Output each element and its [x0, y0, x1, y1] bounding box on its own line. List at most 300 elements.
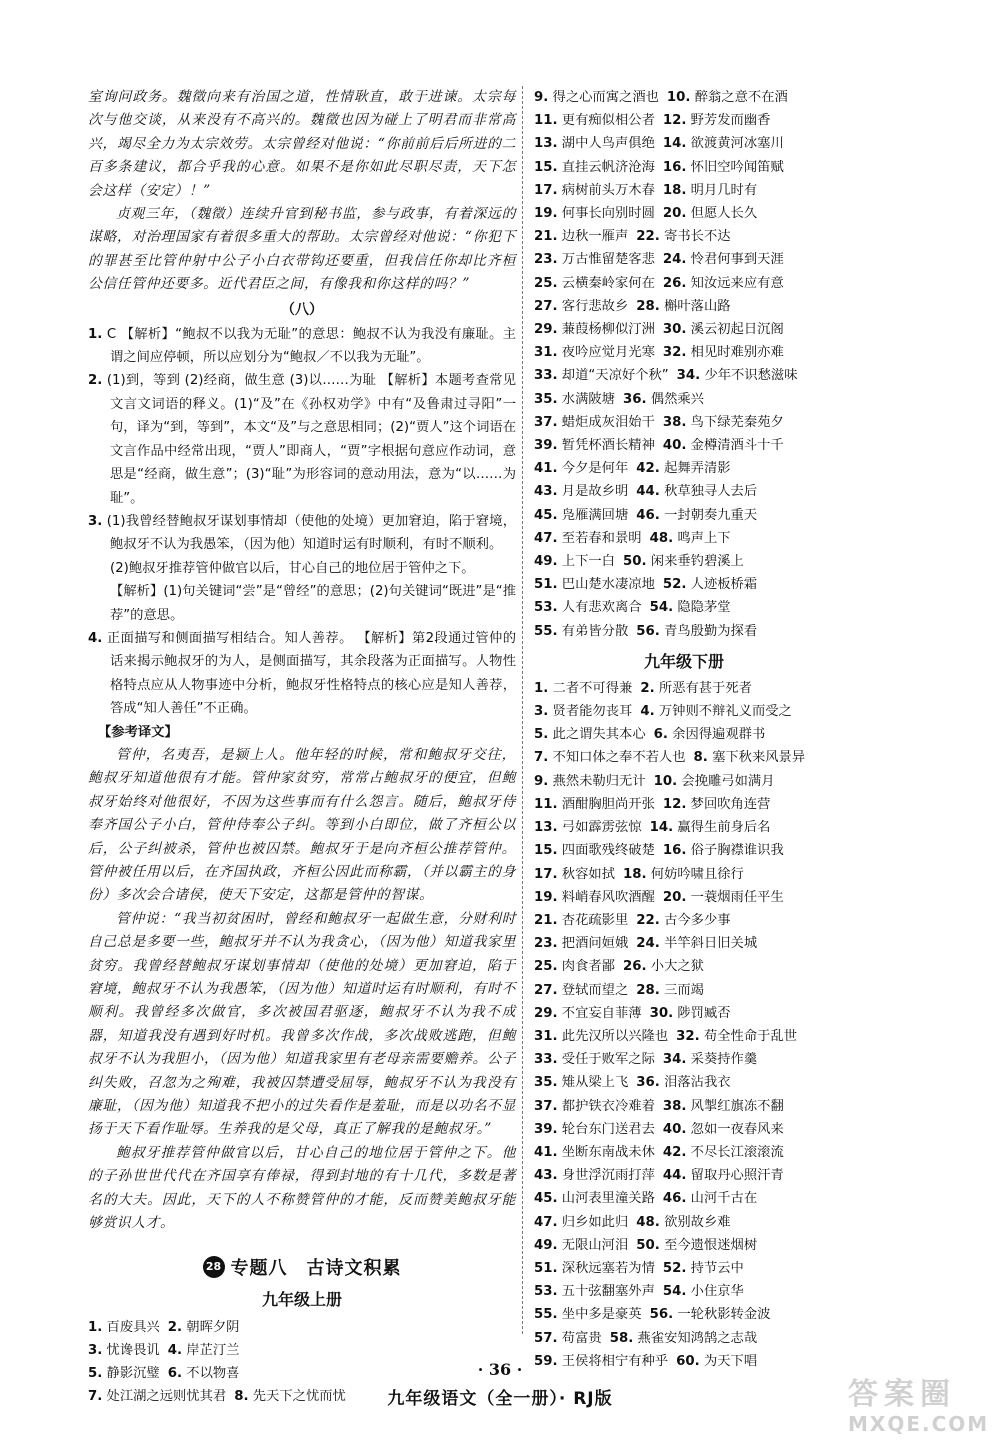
entry-text: 山河千古在: [690, 1191, 758, 1207]
entry-number: 55.: [534, 1307, 558, 1323]
answer-row: [534, 434, 834, 457]
entry-text: 野芳发而幽香: [690, 113, 771, 129]
answer-entry: [88, 1339, 160, 1362]
entry-number: 14.: [649, 820, 674, 836]
entry-text: 蒹葭杨柳似汀洲: [561, 322, 655, 338]
entry-text: 不尽长江滚滚流: [690, 1144, 784, 1160]
entry-text: 处江湖之远则忧其君: [106, 1389, 227, 1405]
entry-text: 万钟则不辩礼义而受之: [658, 704, 792, 720]
answer-text: (1)到，等到 (2)经商，做生意 (3)以……为耻 【解析】本题考查常见文言文词语的释义。(1)“及”在《孙权劝学》中有“及鲁肃过寻阳”一句，译为“到，等到”，本文“及”与之意思相同；(2)“贾人”这个词语在文言作品中经常出现，“贾人”即商人，“贾”字根据句意应作动词，意思是“经商，做生意”；(3)“耻”为形容词的意动用法，意为“以……为耻”。: [106, 373, 517, 506]
answer-row: [534, 1164, 834, 1187]
entry-number: 19.: [534, 206, 558, 222]
entry-text: 为天下唱: [703, 1353, 758, 1369]
entry-number: 8.: [234, 1389, 249, 1405]
entry-number: 51.: [534, 1260, 558, 1276]
right-column: [534, 86, 834, 1373]
answer-entry: [636, 225, 730, 248]
entry-number: 46.: [636, 507, 660, 523]
entry-text: 肉食者鄙: [561, 959, 615, 975]
answer-entry: [663, 179, 757, 202]
answer-entry: [663, 1257, 744, 1280]
answer-row: [534, 620, 834, 643]
entry-number: 35.: [534, 1075, 558, 1091]
translation-paragraph-2: 管仲说：“我当初贫困时，曾经和鲍叔牙一起做生意，分财利时自己总是多要一些，鲍叔牙并不认为我贪心，（因为他）知道我家里贫穷。我曾经替鲍叔牙谋划事情却（使他的处境）更加窘迫，陷于窘境，鲍叔牙不认为我愚笨，（因为他）知道时运有时顺利，有时不顺利。我曾经多次做官，多次被国君驱逐，鲍叔牙不认为我不成器，知道我没有遇到好时机。我曾多次作战，多次战败逃跑，但鲍叔牙不认为我胆小，（因为他）知道我家里有老母亲需要赡养。公子纠失败，召忽为之殉难，我被囚禁遭受屈辱，鲍叔牙不认为我没有廉耻，（因为他）知道我不把小的过失看作是羞耻，而是以功名不显扬于天下看作耻辱。生养我的是父母，真正了解我的是鲍叔牙。”: [88, 910, 516, 1138]
entry-number: 9.: [534, 90, 549, 105]
entry-number: 50.: [636, 1237, 660, 1253]
entry-number: 18.: [662, 182, 687, 198]
answer-entry: [534, 909, 628, 932]
answer-entry: [663, 1280, 744, 1303]
answer-row: [534, 1303, 834, 1326]
topic-title: 专题八 古诗文积累: [230, 1257, 402, 1279]
entry-number: 47.: [534, 530, 558, 546]
entry-text: 上下一白: [561, 554, 615, 570]
answer-entry: [650, 1303, 771, 1326]
entry-number: 1.: [534, 680, 549, 696]
entry-number: 42.: [636, 461, 660, 477]
entry-text: 不知口体之奉不若人也: [552, 750, 686, 766]
answer-row: [534, 1141, 834, 1164]
grade-upper-heading: 九年级上册: [261, 1289, 342, 1309]
watermark-logo: [848, 1378, 988, 1444]
entry-text: 欲别故乡难: [664, 1214, 731, 1230]
answer-row: [534, 504, 834, 527]
entry-text: 百废具兴: [106, 1319, 160, 1335]
entry-text: 人迹板桥霜: [690, 577, 758, 593]
entry-text: 此先汉所以兴隆也: [561, 1028, 669, 1044]
answer-entry: [663, 109, 771, 132]
answer-entry: [534, 746, 686, 769]
entry-text: 相见时难别亦难: [690, 345, 784, 361]
answer-row: [534, 480, 834, 503]
answer-entry: [623, 955, 704, 978]
entry-text: 忽如一夜春风来: [690, 1121, 784, 1137]
entry-text: 苟富贵: [561, 1330, 602, 1346]
entry-text: 怀旧空吟闻笛赋: [690, 159, 784, 175]
entry-number: 41.: [534, 461, 558, 477]
entry-number: 21.: [534, 912, 558, 928]
entry-number: 52.: [662, 1260, 687, 1276]
answer-entry: [534, 318, 655, 341]
entry-text: 一蓑烟雨任平生: [690, 889, 784, 905]
answer-entry: [534, 1141, 655, 1164]
translation-paragraph-1: 管仲，名夷吾，是颍上人。他年轻的时候，常和鲍叔牙交往，鲍叔牙知道他很有才能。管仲家贫穷，常常占鲍叔牙的便宜，但鲍叔牙始终对他很好，不因为这些事而有什么怨言。随后，鲍叔牙侍奉齐国公子小白，管仲侍奉公子纠。等到小白即位，做了齐桓公以后，公子纠被杀，管仲也被囚禁。鲍叔牙于是向齐桓公推荐管仲。管仲被任用以后，在齐国执政，齐桓公因此而称霸，（并以霸主的身份）多次会合诸侯，使天下安定，这都是管仲的智谋。: [88, 746, 516, 904]
entry-number: 6.: [653, 727, 668, 743]
answer-entry: [534, 1303, 642, 1326]
entry-number: 51.: [534, 577, 558, 593]
answer-entry: [636, 1234, 757, 1257]
entry-number: 49.: [534, 554, 558, 570]
entry-text: 溪云初起日沉阁: [690, 322, 784, 338]
entry-number: 27.: [534, 298, 558, 314]
entry-number: 11.: [534, 796, 558, 812]
entry-number: 12.: [662, 113, 687, 129]
answer-entry: [636, 480, 757, 503]
intro-paragraph-1: 室询问政务。魏徵向来有治国之道，性情耿直，敢于进谏。太宗每次与他交谈，从来没有不高兴的。魏徵也因为碰上了明君而非常高兴，竭尽全力为太宗效劳。太宗曾经对他说：“你前前后后所进的二百多条建议，都合乎我的心意。如果不是你如此尽职尽责，天下怎会这样（安定）！”: [88, 89, 516, 199]
answer-entry: [654, 723, 766, 746]
entry-text: 杏花疏影里: [561, 912, 629, 928]
answer-entry: [636, 932, 757, 955]
entry-number: 60.: [676, 1353, 700, 1369]
entry-number: 37.: [534, 1098, 558, 1114]
answer-entry: [623, 388, 704, 411]
answer-row: [534, 388, 834, 411]
answer-entry: [636, 504, 757, 527]
answer-entry: [534, 132, 655, 155]
entry-number: 14.: [662, 136, 687, 152]
entry-number: 27.: [534, 982, 558, 998]
answer-row: [534, 573, 834, 596]
answer-4-text: 正面描写和侧面描写相结合。知人善荐。 【解析】第2段通过管仲的话来揭示鲍叔牙的为人，是侧面描写，其余段落为正面描写。人物性格特点应从人物事迹中分析，鲍叔牙性格特点的核心应是知人善荐，答成“知人善任”不正确。: [106, 630, 516, 717]
answer-entry: [534, 504, 628, 527]
answer-row: [534, 723, 834, 746]
answer-entry: [623, 550, 744, 573]
answer-4-number: 4.: [88, 630, 103, 646]
entry-text: 留取丹心照汗青: [690, 1168, 784, 1184]
answer-entry: [640, 700, 792, 723]
answer-entry: [534, 863, 615, 886]
entry-text: 料峭春风吹酒醒: [561, 889, 655, 905]
answer-entry: [534, 1211, 628, 1234]
answer-entry: [534, 202, 655, 225]
grade-lower-heading: 九年级下册: [643, 651, 724, 671]
answer-row: [534, 364, 834, 387]
entry-number: 33.: [534, 368, 558, 384]
answer-row: [534, 318, 834, 341]
entry-text: 赢得生前身后名: [677, 820, 771, 836]
answer-entry: [534, 1048, 655, 1071]
entry-text: 至今遗恨迷烟树: [664, 1237, 758, 1253]
entry-text: 暂凭杯酒长精神: [561, 438, 655, 454]
answer-entry: [534, 723, 646, 746]
answer-row: [534, 109, 834, 132]
answer-row: [534, 1211, 834, 1234]
answer-row: [534, 272, 834, 295]
answer-row: [88, 1339, 516, 1362]
entry-number: 46.: [662, 1191, 687, 1207]
answer-row: [534, 1234, 834, 1257]
answer-entry: [640, 677, 752, 700]
entry-text: 所恶有甚于死者: [658, 680, 752, 696]
answer-row: [534, 677, 834, 700]
answer-3-part-2: (2)鲍叔牙推荐管仲做官以后，甘心自己的地位居于管仲之下。: [110, 560, 475, 576]
answer-entry: [650, 816, 771, 839]
entry-number: 54.: [649, 600, 674, 616]
column-divider: [522, 86, 523, 1334]
answer-row: [534, 86, 834, 109]
entry-text: 鸟下绿芜秦苑夕: [690, 414, 784, 430]
answer-row: [534, 411, 834, 434]
answer-entry: [663, 886, 784, 909]
entry-text: 得之心而寓之酒也: [552, 90, 659, 105]
answer-number: 2.: [88, 373, 103, 389]
answer-row: [534, 527, 834, 550]
entry-text: 有弟皆分散: [561, 623, 629, 639]
translation-paragraph-3: 鲍叔牙推荐管仲做官以后，甘心自己的地位居于管仲之下。他的子孙世世代代在齐国享有俸禄，得到封地的有十几代，多数是著名的大夫。因此，天下的人不称赞管仲的才能，反而赞美鲍叔牙能够赏识人才。: [88, 1144, 516, 1232]
answer-entry: [534, 1002, 642, 1025]
entry-number: 16.: [662, 159, 687, 175]
entry-number: 8.: [693, 750, 708, 766]
entry-text: 岸芷汀兰: [186, 1342, 240, 1358]
section-label: （八）: [281, 301, 323, 318]
entry-number: 31.: [534, 1028, 558, 1044]
answer-entry: [663, 1095, 784, 1118]
answer-row: [534, 295, 834, 318]
entry-number: 17.: [534, 866, 558, 882]
entry-text: 半竿斜日旧关城: [664, 936, 758, 952]
answer-row: [534, 1048, 834, 1071]
entry-text: 登轼而望之: [561, 982, 629, 998]
entry-text: 持节云中: [690, 1260, 744, 1276]
entry-text: 苟全性命于乱世: [703, 1028, 798, 1044]
answer-row: [534, 132, 834, 155]
entry-text: 雉从梁上飞: [561, 1075, 629, 1091]
entry-number: 19.: [534, 889, 558, 905]
entry-text: 朝晖夕阴: [186, 1319, 240, 1335]
answer-entry: [534, 886, 655, 909]
entry-text: 俗子胸襟谁识我: [690, 843, 784, 859]
answer-row: [534, 202, 834, 225]
entry-number: 13.: [534, 820, 558, 836]
answer-entry: [534, 411, 655, 434]
answer-entry: [534, 816, 642, 839]
answer-entry: [534, 1257, 655, 1280]
entry-number: 35.: [534, 391, 558, 407]
entry-text: 蜡炬成灰泪始干: [561, 414, 655, 430]
answer-row: [534, 596, 834, 619]
entry-text: 云横秦岭家何在: [561, 275, 655, 291]
entry-number: 59.: [534, 1353, 558, 1369]
answer-row: [534, 1071, 834, 1094]
entry-number: 37.: [534, 414, 558, 430]
entry-text: 梦回吹角连营: [690, 796, 771, 812]
entry-text: 偶然乘兴: [650, 391, 704, 407]
entry-number: 23.: [534, 252, 558, 268]
entry-number: 16.: [662, 843, 687, 859]
entry-number: 45.: [534, 1191, 558, 1207]
entry-text: 客行悲故乡: [561, 298, 629, 314]
answer-entry: [663, 248, 784, 271]
entry-text: 五十弦翻塞外声: [561, 1284, 655, 1300]
answer-text: C 【解析】“鲍叔不以我为无耻”的意思：鲍叔不认为我没有廉耻。主谓之间应停顿，所以应划分为“鲍叔／不以我为无耻”。: [106, 326, 516, 366]
entry-text: 巴山楚水凄凉地: [561, 577, 655, 593]
answer-entry: [534, 1025, 668, 1048]
entry-number: 3.: [88, 1342, 103, 1358]
answer-entry: [534, 272, 655, 295]
entry-text: 何妨吟啸且徐行: [650, 866, 744, 882]
answer-entry: [534, 700, 632, 723]
entry-number: 18.: [622, 866, 647, 882]
entry-text: 寄书长不达: [664, 229, 731, 245]
entry-number: 7.: [88, 1389, 103, 1405]
entry-text: 至若春和景明: [561, 530, 642, 546]
answer-row: [534, 746, 834, 769]
answer-entry: [534, 1187, 655, 1210]
answer-entry: [663, 839, 784, 862]
book-title: 九年级语文（全一册）· RJ版: [387, 1389, 613, 1409]
entry-text: 把酒问姮娥: [561, 936, 629, 952]
answer-entry: [534, 979, 628, 1002]
answer-entry: [534, 1118, 655, 1141]
entry-number: 53.: [534, 600, 558, 616]
answer-entry: [636, 1211, 730, 1234]
entry-text: 坐中多是豪英: [561, 1307, 642, 1323]
topic-heading: [88, 1254, 516, 1280]
entry-text: 闲来垂钓碧溪上: [650, 554, 744, 570]
entry-number: 4.: [640, 704, 655, 720]
answer-3-analysis: 【解析】(1)句关键词“尝”是“曾经”的意思；(2)句关键词“既进”是“推荐”的意思。: [110, 584, 516, 623]
answer-item: [88, 369, 516, 509]
entry-text: 四面歌残终破楚: [561, 843, 655, 859]
watermark-line-2: MXQE.COM: [848, 1412, 990, 1436]
entry-text: 水满陂塘: [561, 391, 615, 407]
entry-text: 一封朝奏九重天: [664, 507, 758, 523]
entry-text: 一轮秋影转金波: [677, 1307, 771, 1323]
entry-text: 青鸟殷勤为探看: [664, 623, 758, 639]
entry-text: 都护铁衣冷难着: [561, 1098, 655, 1114]
answer-row: [534, 979, 834, 1002]
entry-text: 却道“天凉好个秋”: [561, 368, 669, 384]
answer-entry: [534, 527, 642, 550]
answer-entry: [663, 132, 784, 155]
answer-entry: [663, 202, 757, 225]
entry-text: 余因得遍观群书: [672, 727, 766, 743]
entry-number: 17.: [534, 182, 558, 198]
entry-number: 43.: [534, 484, 558, 500]
entry-text: 少年不识愁滋味: [704, 368, 798, 384]
entry-number: 32.: [662, 345, 687, 361]
entry-number: 22.: [636, 229, 660, 245]
entry-number: 52.: [662, 577, 687, 593]
entry-number: 36.: [636, 1075, 660, 1091]
answer-entry: [694, 746, 806, 769]
answer-text: (1)我曾经替鲍叔牙谋划事情却（使他的处境）更加窘迫，陷于窘境，鲍叔牙不认为我愚笨，（因为他）知道时运有时顺利，有时不顺利。: [106, 513, 516, 553]
answer-row: [534, 550, 834, 573]
answer-row: [534, 156, 834, 179]
entry-number: 29.: [534, 1005, 558, 1021]
answer-entry: [534, 295, 628, 318]
answer-row: [534, 1280, 834, 1303]
answer-entry: [663, 573, 757, 596]
entry-number: 53.: [534, 1284, 558, 1300]
entry-text: 夜吟应觉月光寒: [561, 345, 655, 361]
answer-entry: [663, 341, 784, 364]
answer-entry: [663, 1187, 757, 1210]
answer-entry: [534, 179, 655, 202]
entry-number: 42.: [662, 1144, 687, 1160]
entry-number: 44.: [662, 1168, 687, 1184]
entry-text: 二者不可得兼: [552, 680, 633, 696]
entry-text: 小住京华: [690, 1284, 744, 1300]
entry-text: 弓如霹雳弦惊: [561, 820, 642, 836]
entry-number: 48.: [636, 1214, 660, 1230]
answer-item: [88, 510, 516, 557]
entry-number: 15.: [534, 843, 558, 859]
answer-row: [534, 863, 834, 886]
entry-text: 但愿人长久: [690, 206, 758, 222]
entry-text: 秋容如拭: [561, 866, 615, 882]
entry-number: 26.: [662, 275, 687, 291]
entry-number: 4.: [167, 1342, 183, 1358]
answer-entry: [676, 1025, 797, 1048]
entry-number: 20.: [662, 889, 687, 905]
answer-entry: [88, 1316, 160, 1339]
entry-text: 不以物喜: [186, 1365, 240, 1381]
entry-text: 风掣红旗冻不翻: [690, 1098, 784, 1114]
entry-text: 鸣声上下: [677, 530, 731, 546]
answer-row: [534, 1257, 834, 1280]
entry-text: 此之谓失其本心: [552, 727, 646, 743]
entry-number: 45.: [534, 507, 558, 523]
answer-entry: [534, 364, 669, 387]
entry-number: 49.: [534, 1237, 558, 1253]
answer-entry: [534, 388, 615, 411]
answer-entry: [534, 793, 655, 816]
entry-number: 24.: [636, 936, 660, 952]
entry-number: 20.: [662, 206, 687, 222]
entry-number: 5.: [534, 727, 549, 743]
entry-number: 26.: [622, 959, 647, 975]
entry-text: 忧谗畏讥: [106, 1342, 160, 1358]
answer-entry: [663, 156, 784, 179]
entry-text: 受任于败军之际: [561, 1052, 655, 1068]
entry-number: 39.: [534, 1121, 558, 1137]
entry-number: 6.: [167, 1365, 183, 1381]
entry-number: 34.: [676, 368, 701, 384]
entry-text: 山河表里潼关路: [561, 1191, 655, 1207]
entry-number: 10.: [666, 90, 691, 105]
answer-entry: [534, 932, 628, 955]
answer-row: [534, 700, 834, 723]
entry-text: 贤者能勿丧耳: [552, 704, 633, 720]
entry-number: 7.: [534, 750, 549, 766]
entry-number: 58.: [609, 1330, 634, 1346]
answer-entry: [534, 341, 655, 364]
entry-text: 隐隐茅堂: [677, 600, 731, 616]
answer-entry: [663, 1118, 784, 1141]
answer-row: [534, 179, 834, 202]
entry-text: 燕雀安知鸿鹄之志哉: [637, 1330, 758, 1346]
entry-number: 34.: [662, 1052, 687, 1068]
entry-number: 28.: [636, 982, 660, 998]
entry-number: 56.: [636, 623, 660, 639]
answer-entry: [534, 480, 628, 503]
entry-text: 病树前头万木春: [561, 182, 655, 198]
answer-entry: [534, 596, 642, 619]
entry-text: 欲渡黄河冰塞川: [690, 136, 784, 152]
answer-row: [534, 457, 834, 480]
entry-text: 今夕是何年: [561, 461, 629, 477]
entry-number: 38.: [662, 1098, 687, 1114]
answer-entry: [534, 677, 632, 700]
entry-number: 30.: [662, 322, 687, 338]
answer-entry: [534, 839, 655, 862]
entry-number: 2.: [640, 680, 655, 696]
entry-number: 5.: [88, 1365, 103, 1381]
answer-entry: [677, 364, 798, 387]
answer-row: [534, 886, 834, 909]
entry-number: 1.: [88, 1319, 103, 1335]
entry-text: 万古惟留楚客悲: [561, 252, 655, 268]
answer-entry: [663, 1048, 757, 1071]
answer-row: [534, 793, 834, 816]
entry-number: 15.: [534, 159, 558, 175]
answer-entry: [663, 318, 784, 341]
entry-number: 12.: [662, 796, 687, 812]
answer-entry: [534, 1071, 628, 1094]
answer-entry: [663, 411, 784, 434]
left-column: [88, 86, 516, 1408]
